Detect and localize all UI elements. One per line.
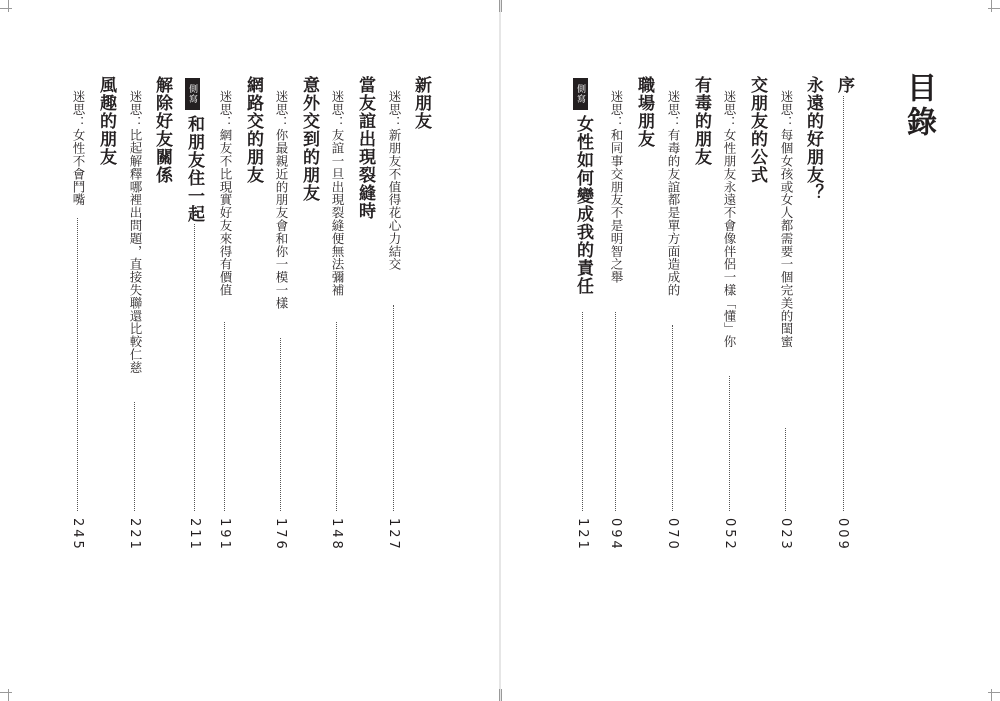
crop-mark	[988, 8, 1000, 9]
sidebar-badge: 側寫	[185, 78, 200, 110]
entry-title: 風趣的朋友	[96, 76, 116, 166]
crop-mark	[499, 689, 500, 701]
dot-leader	[729, 376, 730, 511]
entry-title: 意外交到的朋友	[299, 76, 319, 202]
dot-leader	[134, 402, 135, 511]
toc-heading: 目錄	[901, 72, 936, 140]
crop-mark	[988, 692, 1000, 693]
crop-mark	[501, 0, 502, 12]
crop-mark	[501, 689, 502, 701]
crop-mark	[991, 689, 992, 701]
entry-title: 網路交的朋友	[243, 76, 263, 184]
entry-page-number: 221	[127, 518, 142, 552]
entry-subtitle: 迷思：和同事交朋友不是明智之舉	[609, 90, 624, 284]
dot-leader	[194, 224, 195, 511]
crop-mark	[8, 0, 9, 12]
entry-title: 有毒的朋友	[691, 76, 711, 166]
entry-title: 新朋友	[411, 76, 431, 130]
entry-page-number: 148	[329, 518, 344, 552]
entry-page-number: 176	[273, 518, 288, 552]
entry-page-number: 070	[665, 518, 680, 552]
dot-leader	[77, 218, 78, 511]
entry-page-number: 052	[722, 518, 737, 552]
sidebar-badge: 側寫	[573, 78, 588, 110]
entry-title: 和朋友住一起	[184, 115, 204, 223]
crop-mark	[991, 0, 992, 12]
crop-mark	[499, 0, 500, 12]
entry-page-number: 191	[217, 518, 232, 552]
entry-subtitle: 迷思：每個女孩或女人都需要一個完美的閨蜜	[779, 90, 794, 348]
entry-page-number: 127	[386, 518, 401, 552]
dot-leader	[785, 428, 786, 511]
entry-subtitle: 迷思：新朋友不值得花心力結交	[387, 90, 402, 271]
dot-leader	[582, 312, 583, 511]
dot-leader	[843, 96, 844, 511]
dot-leader	[615, 312, 616, 511]
crop-mark	[0, 692, 12, 693]
entry-title: 交朋友的公式	[747, 76, 767, 184]
dot-leader	[393, 305, 394, 511]
entry-page-number: 211	[187, 518, 202, 552]
entry-subtitle: 迷思：女性朋友永遠不會像伴侶一樣「懂」你	[722, 90, 737, 348]
entry-subtitle: 迷思：友誼一旦出現裂縫便無法彌補	[330, 90, 345, 297]
entry-page-number: 094	[608, 518, 623, 552]
entry-title: 永遠的好朋友？	[803, 76, 823, 202]
dot-leader	[280, 338, 281, 511]
dot-leader	[672, 325, 673, 511]
entry-title: 解除好友關係	[152, 76, 172, 184]
entry-subtitle: 迷思：你最親近的朋友會和你一模一樣	[274, 90, 289, 310]
crop-mark	[0, 8, 12, 9]
entry-title: 女性如何變成我的責任	[573, 115, 593, 295]
entry-title: 當友誼出現裂縫時	[355, 76, 375, 220]
entry-title: 職場朋友	[634, 76, 654, 148]
entry-subtitle: 迷思：比起解釋哪裡出問題，直接失聯還比較仁慈	[128, 90, 143, 374]
dot-leader	[224, 322, 225, 511]
dot-leader	[336, 322, 337, 511]
entry-subtitle: 迷思：有毒的友誼都是單方面造成的	[666, 90, 681, 297]
crop-mark	[8, 689, 9, 701]
entry-page-number: 023	[778, 518, 793, 552]
entry-page-number: 009	[835, 518, 850, 552]
entry-page-number: 245	[70, 518, 85, 552]
entry-title: 序	[834, 76, 854, 94]
entry-subtitle: 迷思：網友不比現實好友來得有價值	[218, 90, 233, 297]
entry-subtitle: 迷思：女性不會鬥嘴	[71, 90, 86, 207]
entry-page-number: 121	[575, 518, 590, 552]
